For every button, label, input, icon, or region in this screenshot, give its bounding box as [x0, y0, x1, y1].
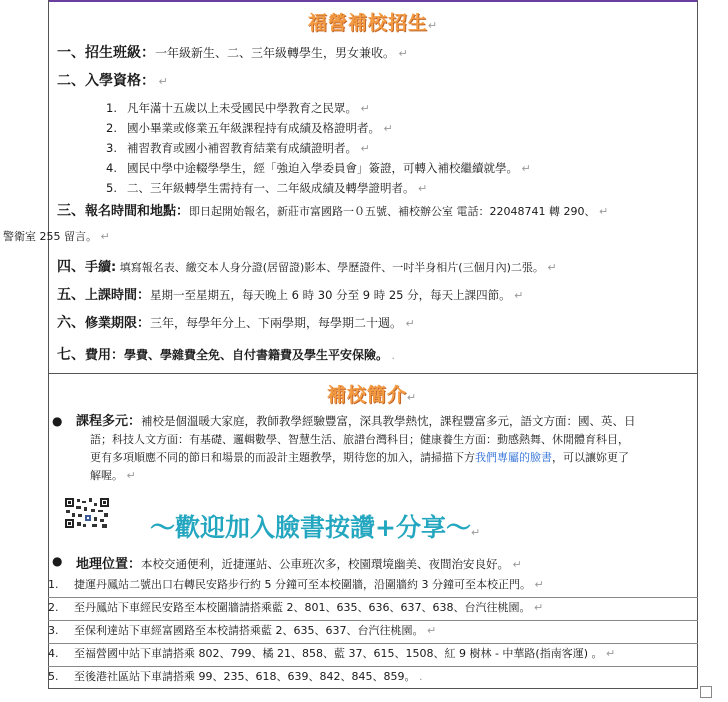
item-registration: 三、報名時間和地點：即日起開始報名，新莊市富國路一０五號、補校辦公室 電話：22048741 轉 290、 ↵ — [57, 203, 609, 219]
route-row-line-1 — [48, 597, 698, 598]
facebook-link[interactable]: 我們專屬的臉書 — [475, 451, 552, 464]
route-3: 3. 至保利達站下車經富國路至本校請搭乘藍 2、635、637、台汽往桃園。 ↵ — [48, 624, 437, 637]
qualification-5: 5. 二、三年級轉學生需持有一、二年級成績及轉學證明者。 ↵ — [106, 181, 428, 195]
section-divider — [48, 373, 698, 374]
item-study-period: 六、修業期限：三年，每學年分上、下兩學期，每學期二十週。 ↵ — [57, 315, 415, 331]
qualification-3: 3. 補習教育或國小補習教育結業有成績證明者。 ↵ — [106, 141, 370, 155]
section-title-intro: 補校簡介↵ — [326, 384, 418, 406]
end-of-table-marker — [700, 686, 712, 698]
qualification-1: 1. 凡年滿十五歲以上未受國民中學教育之民眾。 ↵ — [106, 101, 370, 115]
item-class-time: 五、上課時間：星期一至星期五，每天晚上 6 時 30 分至 9 時 25 分，每天上課四節。 ↵ — [57, 287, 524, 303]
route-row-line-3 — [48, 643, 698, 644]
section-title-enrollment: 福營補校招生↵ — [307, 12, 439, 34]
qualification-4: 4. 國民中學中途輟學學生，經「強迫入學委員會」簽證，可轉入補校繼續就學。 ↵ — [106, 161, 531, 175]
item-registration-cont: 警衛室 255 留言。 ↵ — [3, 230, 110, 243]
item-fees: 七、費用：學費、學雜費全免、自付書籍費及學生平安保險。 . — [57, 347, 396, 363]
item-class: 一、招生班級：一年級新生、二、三年級轉學生，男女兼收。 ↵ — [57, 45, 408, 61]
qualification-2: 2. 國小畢業或修業五年級課程持有成績及格證明者。 ↵ — [106, 121, 393, 135]
qr-code-icon[interactable] — [64, 497, 110, 529]
item-procedure: 四、手續: 填寫報名表、繳交本人身分證(居留證)影本、學歷證件、一吋半身相片(三個月內)二張。 ↵ — [57, 259, 557, 275]
route-2: 2. 至丹鳳站下車經民安路至本校圍牆請搭乘藍 2、801、635、636、637、638、台汽往桃園。 ↵ — [48, 601, 544, 614]
location-line: 地理位置：本校交通便利，近捷運站、公車班次多，校園環境幽美、夜間治安良好。 ↵ — [76, 557, 522, 572]
intro-bullet: ● — [52, 414, 63, 428]
facebook-banner: ～歡迎加入臉書按讚+分享～↵ — [150, 513, 481, 542]
route-1: 1. 捷運丹鳳站二號出口右轉民安路步行約 5 分鐘可至本校圍牆，沿圍牆約 3 分鐘可至本校正門。 ↵ — [48, 578, 544, 591]
intro-paragraph: 課程多元：補校是個溫暖大家庭，教師教學經驗豐富，深具教學熱忱，課程豐富多元，語文方面：國、英、日 語；科技人文方面：有基礎、邏輯數學、智慧生活、旅譜台灣科目；健康養生方面：動感熱舞、休閒體育科目， 更有多項順應不同的節日和場景的而設計主題教學，期待您的加入，請掃描下方我們專屬的臉書，可以讓妳更了 解喔。 ↵ — [76, 414, 636, 482]
route-row-line-4 — [48, 666, 698, 667]
item-eligibility: 二、入學資格： ↵ — [57, 73, 168, 89]
route-5: 5. 至後港社區站下車請搭乘 99、235、618、639、842、845、859。 . — [48, 670, 423, 683]
route-row-line-2 — [48, 620, 698, 621]
route-4: 4. 至福營國中站下車請搭乘 802、799、橘 21、858、藍 37、615、1508、紅 9 樹林 - 中華路(指南客運) 。 ↵ — [48, 647, 616, 660]
location-bullet: ● — [52, 554, 63, 568]
